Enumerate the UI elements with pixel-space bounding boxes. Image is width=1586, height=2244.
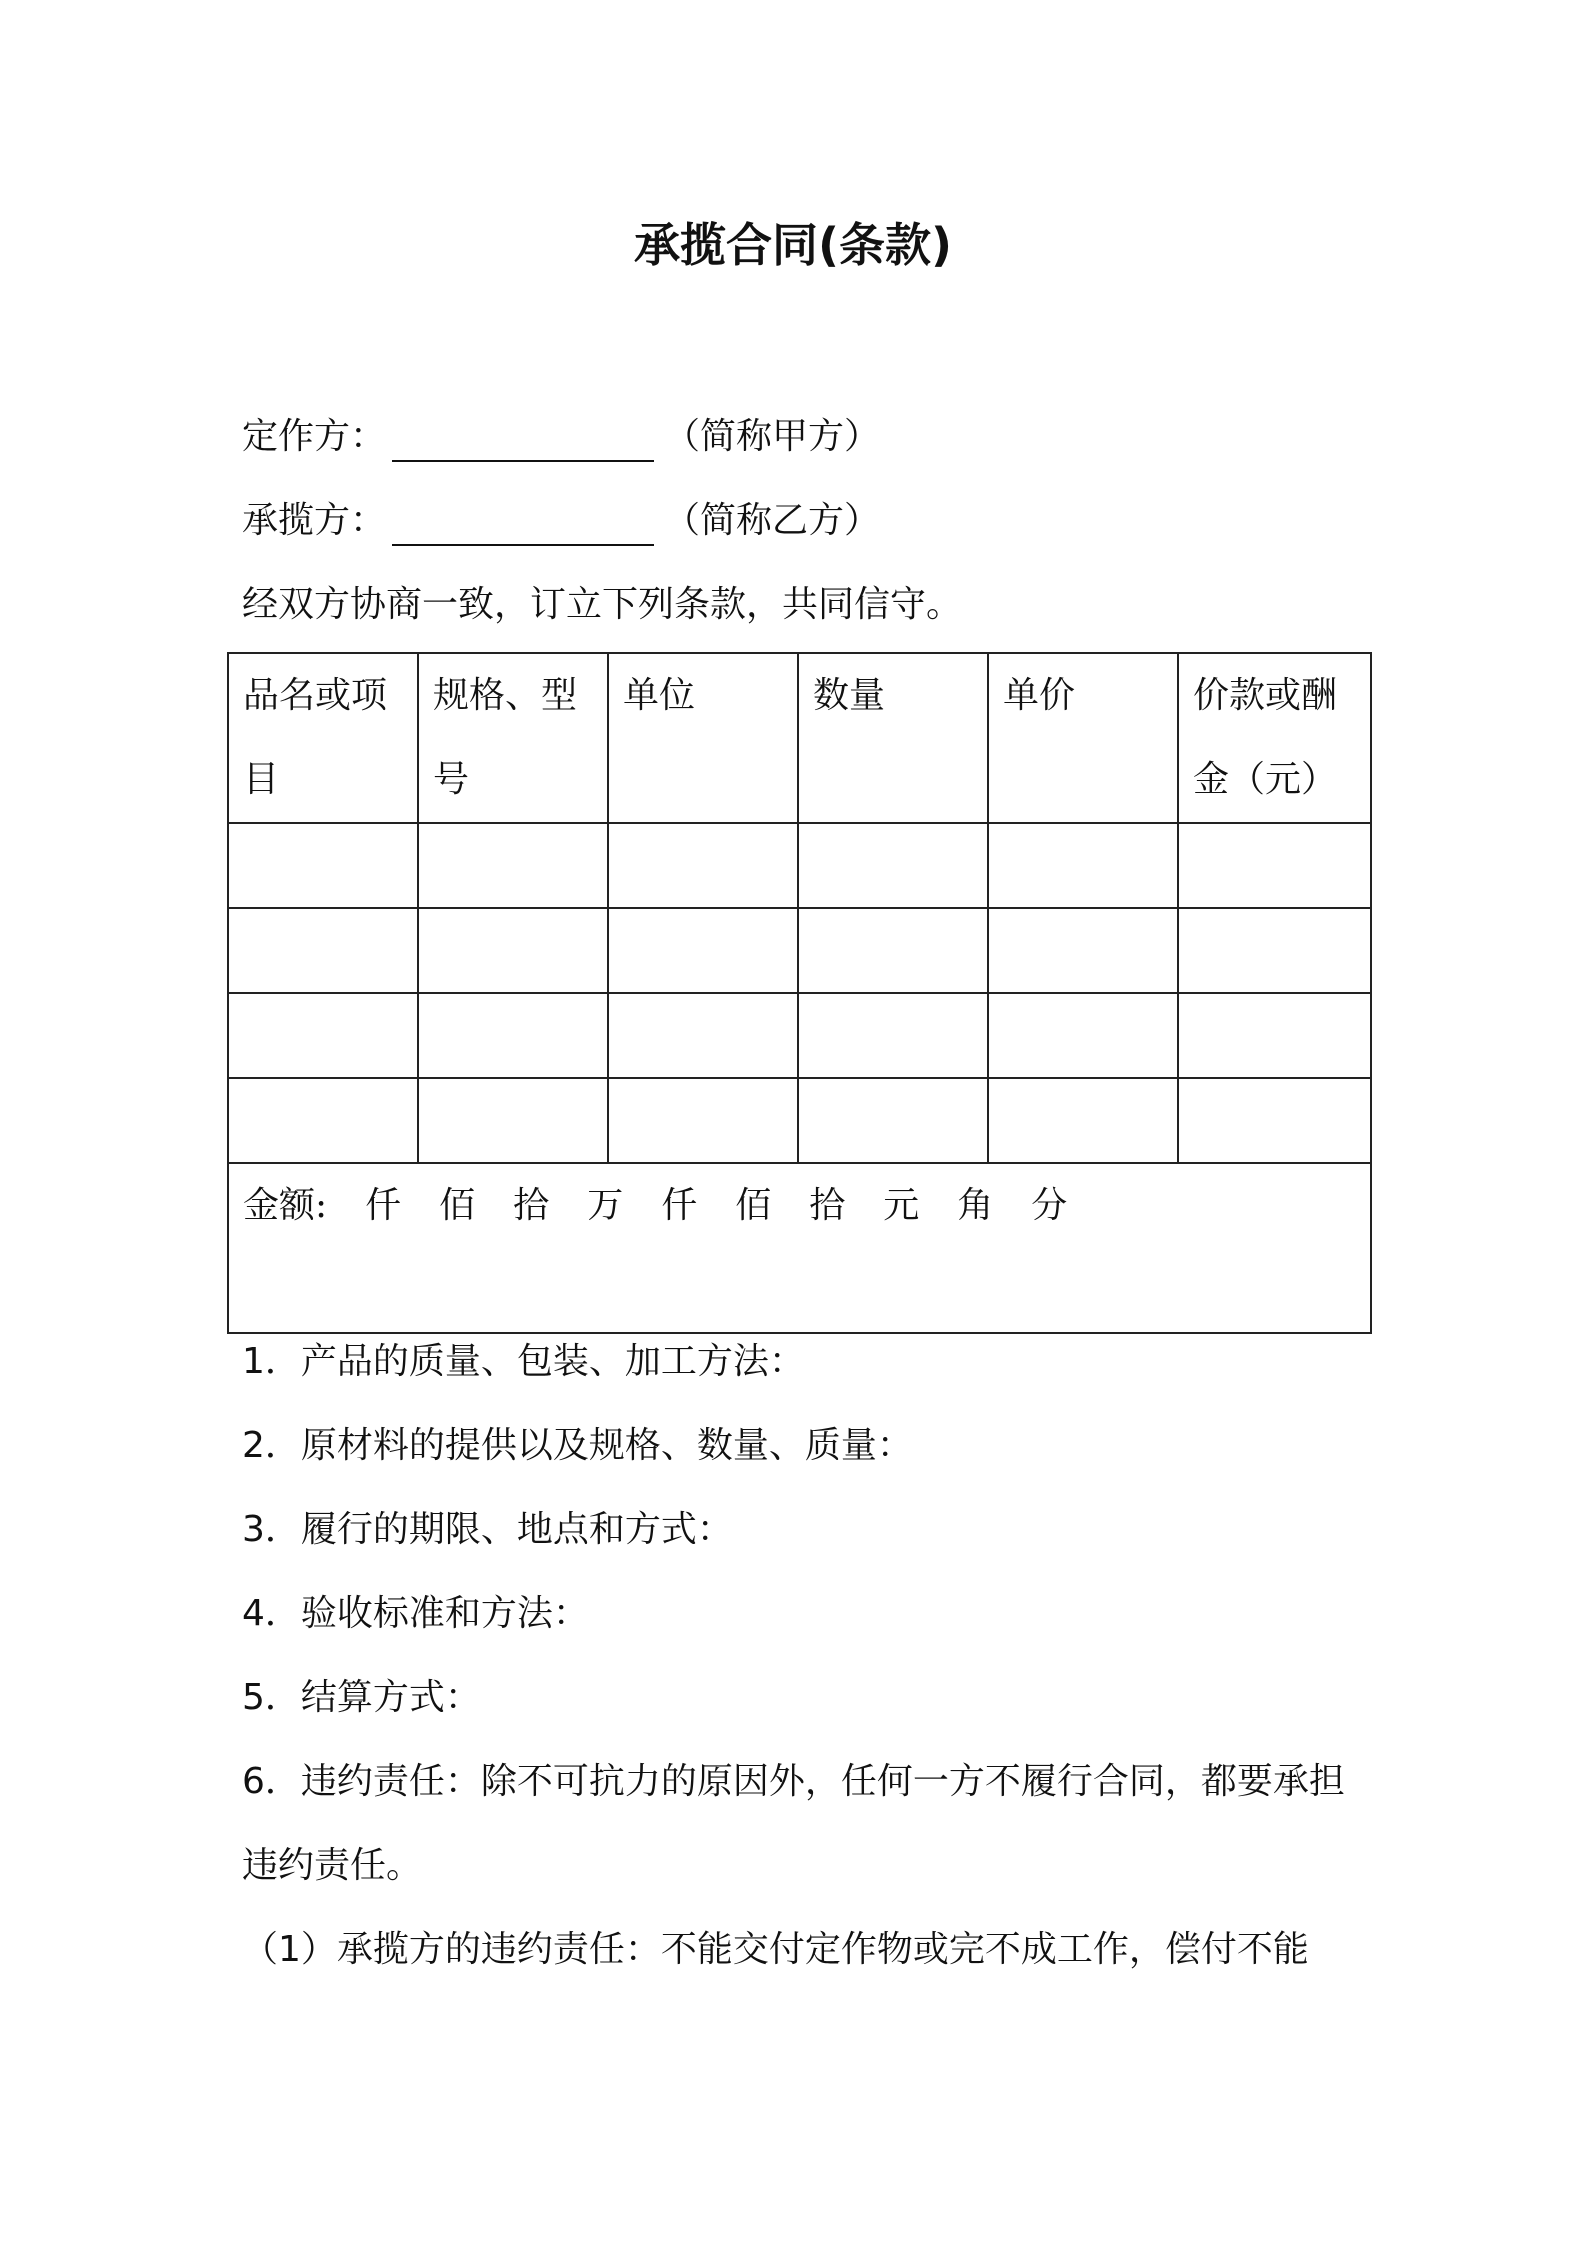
party-b-line: [242, 496, 880, 546]
amount-unit: 角: [957, 1185, 994, 1226]
table-cell[interactable]: [798, 908, 988, 993]
amount-unit: 仟: [365, 1185, 402, 1226]
header-cell: 价款或酬金（元）: [1178, 653, 1371, 823]
table-header-row: [228, 653, 1371, 823]
amount-row: [228, 1163, 1371, 1333]
table-row: [228, 993, 1371, 1078]
table-cell[interactable]: [988, 823, 1178, 908]
amount-unit: 拾: [513, 1185, 550, 1226]
document-title: 承揽合同(条款): [633, 218, 953, 272]
table-cell[interactable]: [608, 993, 798, 1078]
table-cell[interactable]: [798, 993, 988, 1078]
clause-4: 4．验收标准和方法：: [242, 1593, 589, 1634]
table-cell[interactable]: [418, 993, 608, 1078]
party-b-label: 承揽方：: [242, 500, 387, 541]
table-cell[interactable]: [1178, 823, 1371, 908]
table-cell[interactable]: [228, 993, 418, 1078]
clause-6: 6．违约责任：除不可抗力的原因外，任何一方不履行合同，都要承担违约责任。: [242, 1761, 1345, 1886]
party-a-note: （简称甲方）: [664, 416, 881, 457]
table-cell[interactable]: [418, 908, 608, 993]
header-cell: 数量: [798, 653, 988, 823]
table-cell[interactable]: [608, 823, 798, 908]
party-b-blank: [392, 508, 654, 546]
table-cell[interactable]: [988, 908, 1178, 993]
amount-label: 金额:: [243, 1185, 328, 1226]
clause-3: 3．履行的期限、地点和方式：: [242, 1509, 733, 1550]
table-cell[interactable]: [988, 993, 1178, 1078]
party-a-line: [242, 412, 880, 462]
table-cell[interactable]: [418, 823, 608, 908]
amount-unit: 佰: [439, 1185, 476, 1226]
amount-unit: 万: [587, 1185, 624, 1226]
table-cell[interactable]: [798, 1078, 988, 1163]
clause-2: 2．原材料的提供以及规格、数量、质量：: [242, 1425, 913, 1466]
clause-1: 1．产品的质量、包装、加工方法：: [242, 1341, 805, 1382]
header-cell: 单位: [608, 653, 798, 823]
amount-unit: 佰: [735, 1185, 772, 1226]
clause-5: 5．结算方式：: [242, 1677, 481, 1718]
header-cell: 单价: [988, 653, 1178, 823]
table-row: [228, 823, 1371, 908]
table-cell[interactable]: [1178, 993, 1371, 1078]
clause-6-1: （1）承揽方的违约责任：不能交付定作物或完不成工作，偿付不能: [242, 1929, 1309, 1970]
table-cell[interactable]: [608, 1078, 798, 1163]
table-cell[interactable]: [1178, 1078, 1371, 1163]
table-cell[interactable]: [608, 908, 798, 993]
party-a-label: 定作方：: [242, 416, 387, 457]
amount-unit: 分: [1031, 1185, 1068, 1226]
header-cell: 规格、型号: [418, 653, 608, 823]
amount-unit: 仟: [661, 1185, 698, 1226]
party-a-blank: [392, 424, 654, 462]
table-row: [228, 908, 1371, 993]
amount-unit: 元: [883, 1185, 920, 1226]
amount-unit: 拾: [809, 1185, 846, 1226]
table-row: [228, 1078, 1371, 1163]
table-cell[interactable]: [228, 823, 418, 908]
amount-cell[interactable]: [228, 1163, 1371, 1333]
table-cell[interactable]: [1178, 908, 1371, 993]
table-cell[interactable]: [988, 1078, 1178, 1163]
party-b-note: （简称乙方）: [664, 500, 881, 541]
items-table: [227, 652, 1372, 1334]
table-cell[interactable]: [228, 1078, 418, 1163]
header-cell: 品名或项目: [228, 653, 418, 823]
table-cell[interactable]: [798, 823, 988, 908]
table-cell[interactable]: [418, 1078, 608, 1163]
table-cell[interactable]: [228, 908, 418, 993]
intro-line: 经双方协商一致，订立下列条款，共同信守。: [242, 584, 963, 625]
